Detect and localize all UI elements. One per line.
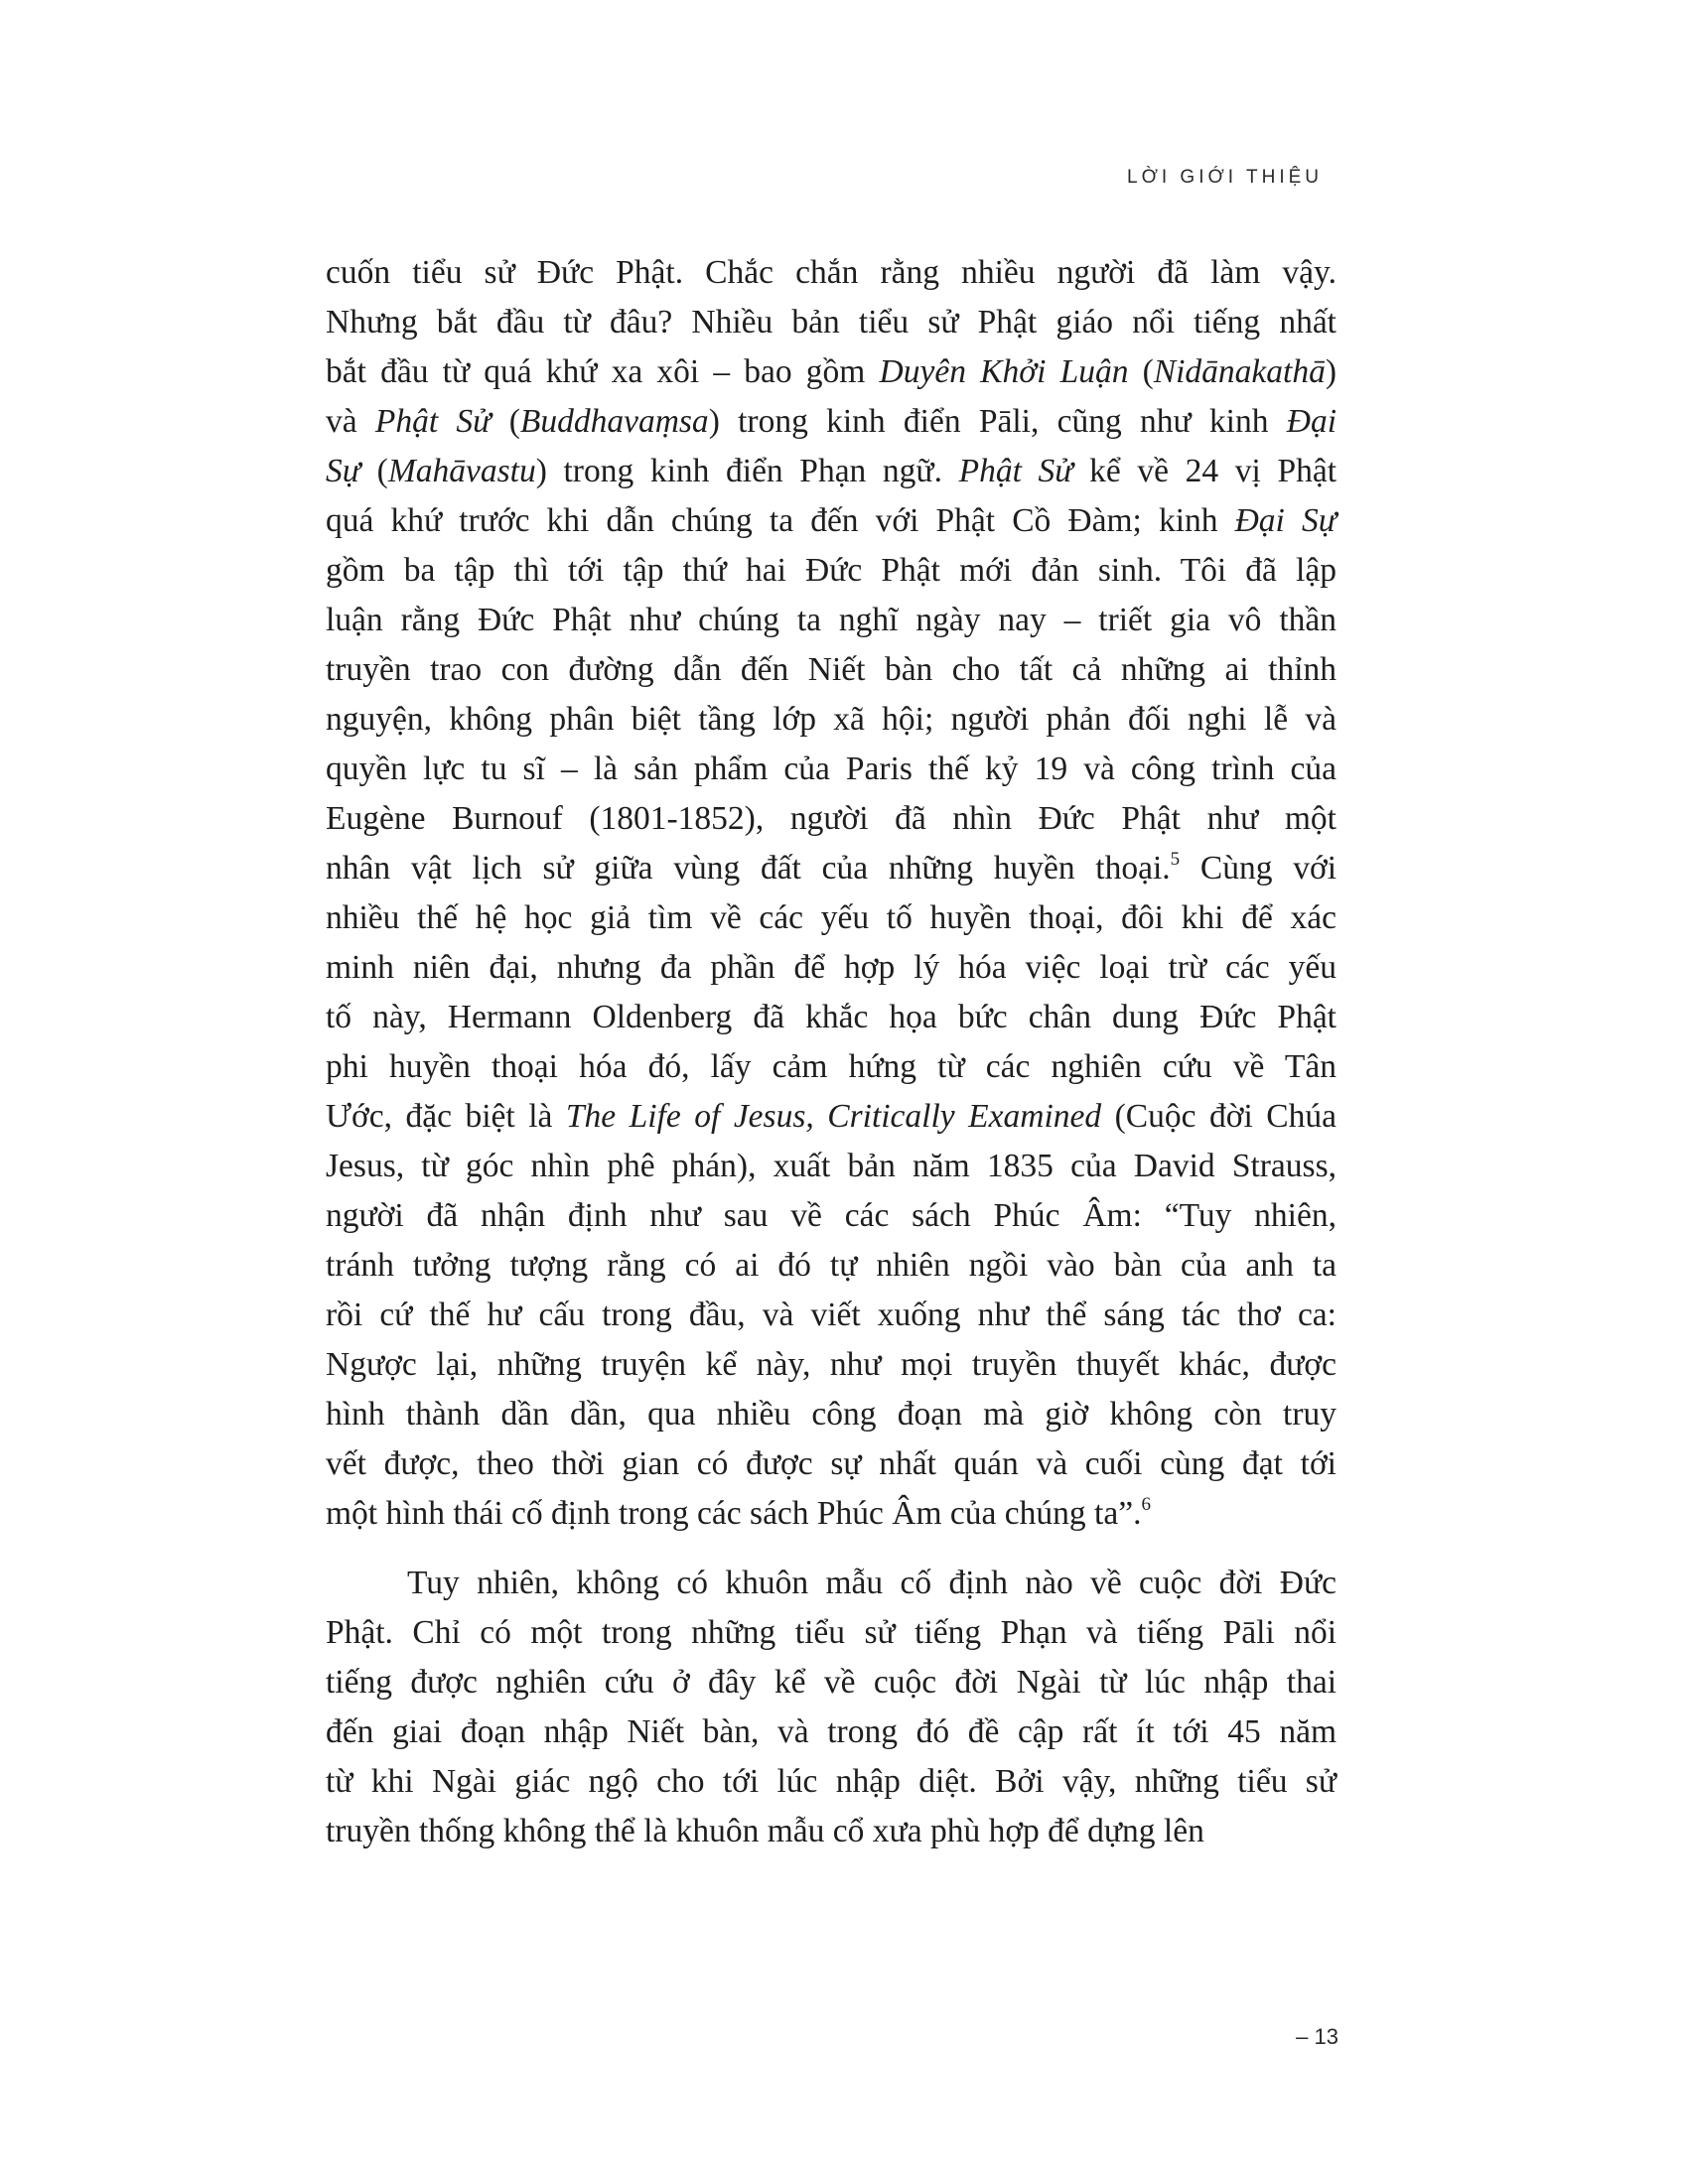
text-line	[326, 1439, 1336, 1489]
text-line	[326, 1191, 1336, 1241]
text-line	[326, 1658, 1336, 1707]
text-run: quyền lực tu sĩ – là sản phẩm của Paris thế kỷ 19 và công trình của	[326, 751, 1336, 787]
paragraph-2	[326, 1559, 1336, 1856]
text-run: người đã nhận định như sau về các sách Phúc Âm: “Tuy nhiên,	[326, 1197, 1336, 1234]
text-line	[326, 1142, 1336, 1191]
text-run: minh niên đại, nhưng đa phần để hợp lý hóa việc loại trừ các yếu	[326, 949, 1336, 986]
italic-title: Đại Sự	[1234, 502, 1336, 539]
text-run: (	[491, 403, 520, 440]
text-run: (	[1128, 353, 1154, 390]
text-run: Ngược lại, những truyện kể này, như mọi truyền thuyết khác, được	[326, 1346, 1336, 1383]
text-run: bắt đầu từ quá khứ xa xôi – bao gồm	[326, 353, 880, 390]
text-run: ) trong kinh điển Phạn ngữ.	[535, 453, 959, 489]
text-run: Ước, đặc biệt là	[326, 1098, 566, 1135]
text-line	[326, 1340, 1336, 1390]
text-run: truyền thống không thể là khuôn mẫu cổ xưa phù hợp để dựng lên	[326, 1813, 1204, 1849]
text-run: hình thành dần dần, qua nhiều công đoạn mà giờ không còn truy	[326, 1396, 1336, 1433]
text-line	[326, 695, 1336, 745]
body-text	[326, 248, 1336, 1856]
text-line	[326, 248, 1336, 298]
page-number: – 13	[1296, 2024, 1338, 2049]
text-run: )	[1325, 353, 1337, 390]
text-run: Jesus, từ góc nhìn phê phán), xuất bản năm 1835 của David Strauss,	[326, 1148, 1336, 1184]
text-line	[326, 1241, 1336, 1291]
text-run: nhiều thế hệ học giả tìm về các yếu tố huyền thoại, đôi khi để xác	[326, 899, 1336, 936]
text-line	[326, 1608, 1336, 1658]
text-run: tránh tưởng tượng rằng có ai đó tự nhiên ngồi vào bàn của anh ta	[326, 1247, 1336, 1284]
italic-title: Mahāvastu	[387, 453, 536, 489]
text-run: (Cuộc đời Chúa	[1101, 1098, 1336, 1135]
text-run: từ khi Ngài giác ngộ cho tới lúc nhập diệt. Bởi vậy, những tiểu sử	[326, 1763, 1336, 1800]
text-line	[326, 1291, 1336, 1340]
text-line	[326, 546, 1336, 596]
text-run: (	[360, 453, 388, 489]
text-run: tiếng được nghiên cứu ở đây kể về cuộc đời Ngài từ lúc nhập thai	[326, 1664, 1336, 1701]
text-run: gồm ba tập thì tới tập thứ hai Đức Phật mới đản sinh. Tôi đã lập	[326, 552, 1336, 589]
text-line	[326, 745, 1336, 794]
text-run: nguyện, không phân biệt tầng lớp xã hội; người phản đối nghi lễ và	[326, 701, 1336, 738]
footnote-marker: 5	[1170, 848, 1181, 870]
text-line	[326, 844, 1336, 893]
footnote-marker: 6	[1141, 1493, 1151, 1515]
text-run: ) trong kinh điển Pāli, cũng như kinh	[708, 403, 1287, 440]
text-line	[326, 1092, 1336, 1142]
text-run: một hình thái cố định trong các sách Phúc Âm của chúng ta”.	[326, 1495, 1142, 1532]
text-line	[326, 397, 1336, 447]
text-run: kể về 24 vị Phật	[1072, 453, 1337, 489]
text-run: tố này, Hermann Oldenberg đã khắc họa bức chân dung Đức Phật	[326, 999, 1336, 1035]
text-line	[326, 943, 1336, 993]
italic-title: The Life of Jesus, Critically Examined	[565, 1098, 1102, 1135]
text-run: luận rằng Đức Phật như chúng ta nghĩ ngày nay – triết gia vô thần	[326, 602, 1336, 638]
text-line	[326, 1757, 1336, 1807]
text-line	[326, 298, 1336, 347]
text-run: rồi cứ thế hư cấu trong đầu, và viết xuống như thể sáng tác thơ ca:	[326, 1297, 1336, 1333]
text-line	[326, 1042, 1336, 1092]
text-run: đến giai đoạn nhập Niết bàn, và trong đó đề cập rất ít tới 45 năm	[326, 1713, 1336, 1750]
text-line	[326, 447, 1336, 496]
text-line	[326, 1390, 1336, 1439]
text-run: và	[326, 403, 375, 440]
text-run: vết được, theo thời gian có được sự nhất quán và cuối cùng đạt tới	[326, 1445, 1336, 1482]
italic-title: Phật Sử	[958, 453, 1073, 489]
text-run: nhân vật lịch sử giữa vùng đất của những huyền thoại.	[326, 850, 1171, 887]
text-run: cuốn tiểu sử Đức Phật. Chắc chắn rằng nhiều người đã làm vậy.	[326, 254, 1336, 291]
text-line	[326, 496, 1336, 546]
text-line	[326, 645, 1336, 695]
text-line	[326, 794, 1336, 844]
text-run: Nhưng bắt đầu từ đâu? Nhiều bản tiểu sử Phật giáo nổi tiếng nhất	[326, 304, 1336, 341]
text-line	[326, 596, 1336, 645]
text-line	[326, 1707, 1336, 1757]
italic-title: Đại	[1286, 403, 1336, 440]
text-line	[326, 347, 1336, 397]
text-line	[326, 1807, 1336, 1856]
paragraph-gap	[326, 1539, 1336, 1559]
italic-title: Nidānakathā	[1153, 353, 1326, 390]
text-run: Cùng với	[1180, 850, 1336, 887]
italic-title: Phật Sử	[374, 403, 492, 440]
text-run: Phật. Chỉ có một trong những tiểu sử tiếng Phạn và tiếng Pāli nổi	[326, 1614, 1336, 1651]
running-header: LỜI GIỚI THIỆU	[1127, 167, 1323, 188]
text-run: Tuy nhiên, không có khuôn mẫu cố định nào về cuộc đời Đức	[407, 1565, 1336, 1601]
italic-title: Buddhavaṃsa	[519, 403, 709, 440]
text-run: Eugène Burnouf (1801-1852), người đã nhìn Đức Phật như một	[326, 800, 1336, 837]
paragraph-1	[326, 248, 1336, 1539]
text-line	[326, 893, 1336, 943]
text-run: quá khứ trước khi dẫn chúng ta đến với Phật Cồ Đàm; kinh	[326, 502, 1235, 539]
text-line	[326, 1559, 1336, 1608]
italic-title: Sự	[326, 453, 361, 489]
text-run: phi huyền thoại hóa đó, lấy cảm hứng từ các nghiên cứu về Tân	[326, 1048, 1336, 1085]
text-run: truyền trao con đường dẫn đến Niết bàn cho tất cả những ai thỉnh	[326, 651, 1336, 688]
text-line	[326, 993, 1336, 1042]
text-line	[326, 1489, 1336, 1539]
italic-title: Duyên Khởi Luận	[879, 353, 1129, 390]
